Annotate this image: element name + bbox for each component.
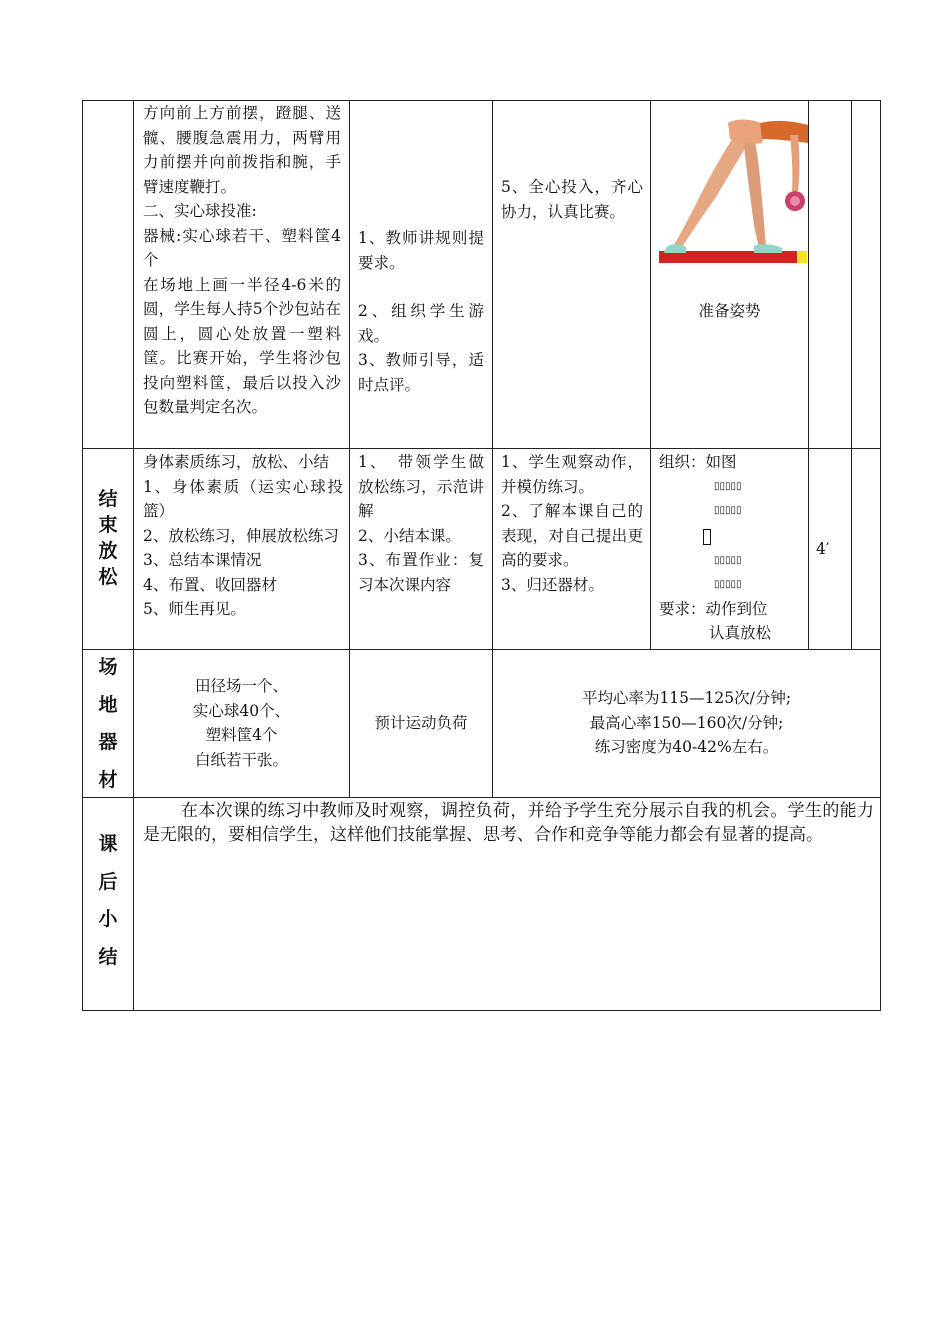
equipment-item: 田径场一个、 <box>194 677 288 695</box>
row1-content-cell <box>143 101 341 420</box>
summary-text: 在本次课的练习中教师及时观察，调控负荷，并给予学生充分展示自我的机会。学生的能力是无限的，要相信学生，这样他们技能掌握、思考、合作和竞争等能力都会有显著的提高。 <box>143 801 874 845</box>
heading-char: 地 <box>98 693 118 716</box>
load-item: 最高心率150—160次/分钟; <box>589 713 784 732</box>
column-divider <box>650 100 651 649</box>
heading-char: 器 <box>98 731 118 753</box>
row2-time-cell: 4′ <box>816 540 830 558</box>
student-item: 1、学生观察动作，并模仿练习。 <box>501 453 643 496</box>
heading-char: 结 <box>98 488 118 510</box>
formation-row: ▯▯▯▯▯ <box>714 480 742 492</box>
equipment-item: 白纸若干张。 <box>194 750 288 769</box>
requirement-label: 要求：动作到位 <box>659 599 768 618</box>
teacher-item: 2、小结本课。 <box>358 526 461 545</box>
load-label-cell: 预计运动负荷 <box>374 714 468 732</box>
throw-figure-image <box>658 115 808 265</box>
equipment-cell <box>134 674 349 772</box>
figure-caption: 准备姿势 <box>698 302 761 320</box>
heading-char: 后 <box>98 870 118 893</box>
teacher-item: 1、 带领学生做放松练习，示范讲解 <box>358 453 484 520</box>
column-divider <box>349 100 350 798</box>
formation-row: ▯▯▯▯▯ <box>714 554 742 566</box>
heading-char: 结 <box>98 945 118 968</box>
heading-char: 放 <box>98 540 118 562</box>
row1-teacher-cell <box>358 226 484 397</box>
formation-row: ▯▯▯▯▯ <box>714 504 742 516</box>
student-item: 2、了解本课自己的表现，对自己提出更高的要求。 <box>501 502 643 569</box>
row4-heading <box>82 826 134 976</box>
row2-content-cell <box>143 450 343 622</box>
content-paragraph: 二、实心球投准: <box>143 202 257 220</box>
requirement-line2: 认真放松 <box>709 624 772 642</box>
content-item: 身体素质练习，放松、小结 <box>143 453 330 471</box>
heading-char: 小 <box>98 908 118 930</box>
summary-cell <box>143 799 874 847</box>
student-item: 5、全心投入，齐心协力，认真比赛。 <box>501 178 643 221</box>
teacher-marker <box>659 523 807 549</box>
row3-heading <box>82 649 134 799</box>
load-item: 练习密度为40-42%左右。 <box>594 738 779 756</box>
content-item: 4、布置、收回器材 <box>143 575 277 594</box>
column-divider <box>808 100 809 649</box>
load-values-cell <box>493 686 880 760</box>
row2-organization-cell <box>659 450 807 646</box>
heading-char: 束 <box>98 514 118 536</box>
equipment-item: 实心球40个、 <box>192 701 291 720</box>
heading-char: 场 <box>98 656 118 678</box>
row2-heading <box>82 486 134 590</box>
table-bottom-border <box>82 1010 881 1011</box>
heading-char: 材 <box>98 768 118 791</box>
content-paragraph: 方向前上方前摆，蹬腿、送髋、腰腹急震用力，两臂用力前摆并向前拨指和腕，手臂速度鞭打。 <box>143 104 341 196</box>
row-divider <box>82 797 881 798</box>
column-divider <box>851 100 852 649</box>
heading-char: 松 <box>98 566 118 588</box>
content-item: 5、师生再见。 <box>143 600 246 618</box>
formation-row: ▯▯▯▯▯ <box>714 578 742 590</box>
organization-label: 组织：如图 <box>659 453 737 471</box>
teacher-item: 2、组织学生游戏。 <box>358 302 484 345</box>
teacher-item: 1、教师讲规则提要求。 <box>358 229 484 272</box>
row-divider <box>82 448 881 449</box>
teacher-item: 3、教师引导，适时点评。 <box>358 351 484 394</box>
row-divider <box>82 649 881 650</box>
content-item: 3、总结本课情况 <box>143 551 262 569</box>
heading-char: 课 <box>98 833 118 855</box>
row2-teacher-cell <box>358 450 484 597</box>
content-item: 1、身体素质（运实心球投篮） <box>143 477 343 520</box>
student-item: 3、归还器材。 <box>501 575 604 594</box>
equipment-item: 塑料筐4个 <box>205 726 278 744</box>
load-item: 平均心率为115—125次/分钟; <box>581 689 792 707</box>
table-right-border <box>880 100 881 1011</box>
row2-student-cell <box>501 450 643 597</box>
teacher-item: 3、布置作业：复习本次课内容 <box>358 551 484 594</box>
content-item: 2、放松练习，伸展放松练习 <box>143 526 339 545</box>
content-paragraph: 器械:实心球若干、塑料筐4个 <box>143 226 341 269</box>
content-paragraph: 在场地上画一半径4-6米的圆，学生每人持5个沙包站在圆上，圆心处放置一塑料筐。比赛开始，学生将沙包投向塑料筐，最后以投入沙包数量判定名次。 <box>143 275 341 416</box>
row1-student-cell <box>501 175 643 224</box>
